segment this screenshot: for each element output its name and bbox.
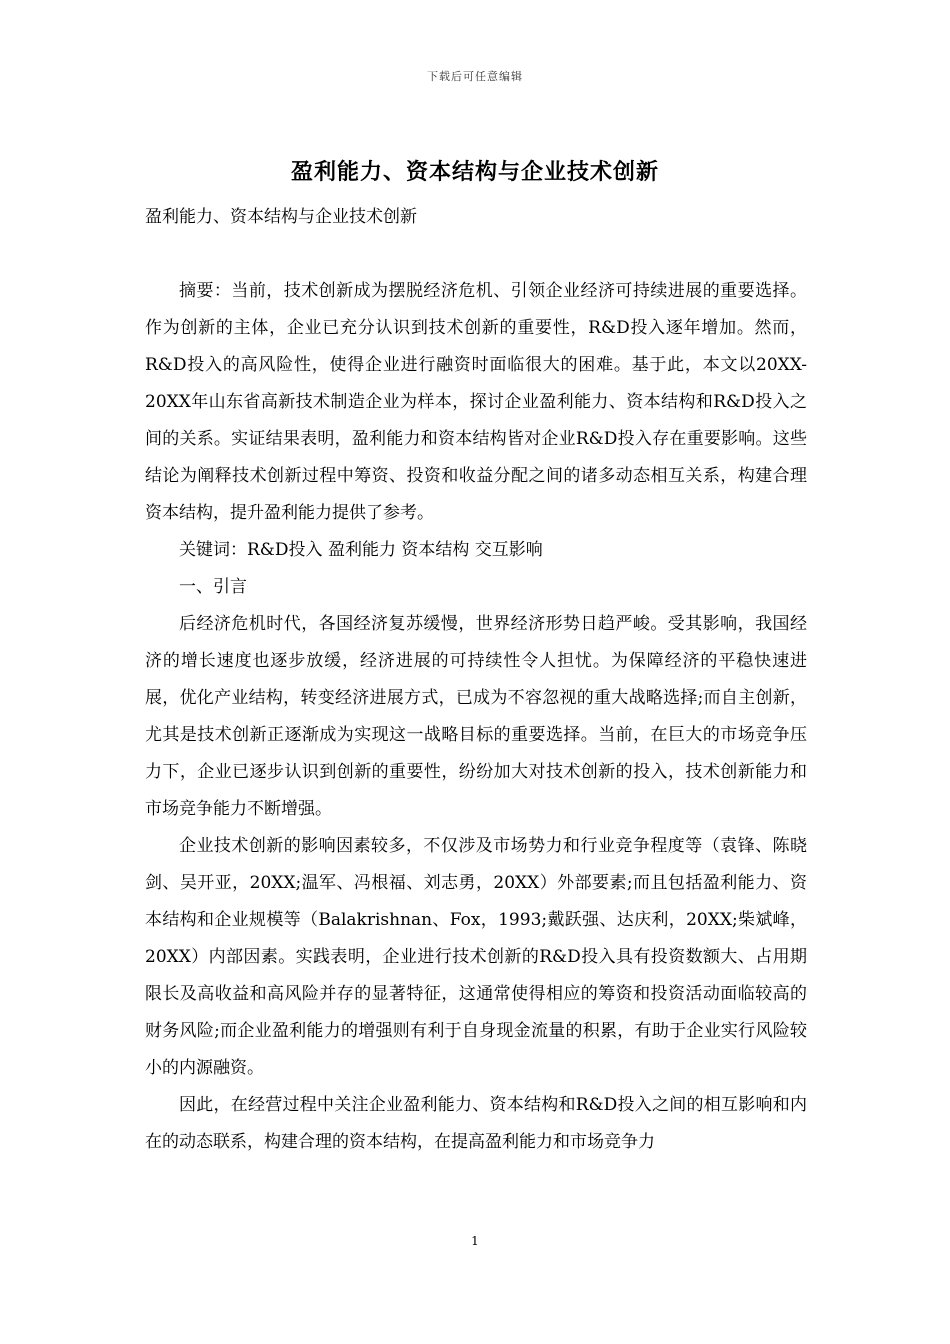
page-number: 1	[471, 1234, 479, 1248]
document-body	[145, 273, 807, 1161]
body-paragraph: 因此，在经营过程中关注企业盈利能力、资本结构和R&D投入之间的相互影响和内在的动态联系，构建合理的资本结构，在提高盈利能力和市场竞争力	[145, 1095, 807, 1152]
abstract-paragraph: 摘要：当前，技术创新成为摆脱经济危机、引领企业经济可持续进展的重要选择。作为创新的主体，企业已充分认识到技术创新的重要性，R&D投入逐年增加。然而，R&D投入的高风险性，使得企业进行融资时面临很大的困难。基于此，本文以20XX-20XX年山东省高新技术制造企业为样本，探讨企业盈利能力、资本结构和R&D投入之间的关系。实证结果表明，盈利能力和资本结构皆对企业R&D投入存在重要影响。这些结论为阐释技术创新过程中筹资、投资和收益分配之间的诸多动态相互关系，构建合理资本结构，提升盈利能力提供了参考。	[145, 281, 807, 523]
body-paragraph: 企业技术创新的影响因素较多，不仅涉及市场势力和行业竞争程度等（袁锋、陈晓剑、吴开亚，20XX;温军、冯根福、刘志勇，20XX）外部要素;而且包括盈利能力、资本结构和企业规模等（Balakrishnan、Fox，1993;戴跃强、达庆利，20XX;柴斌峰，20XX）内部因素。实践表明，企业进行技术创新的R&D投入具有投资数额大、占用期限长及高收益和高风险并存的显著特征，这通常使得相应的筹资和投资活动面临较高的财务风险;而企业盈利能力的增强则有利于自身现金流量的积累，有助于企业实行风险较小的内源融资。	[145, 836, 807, 1078]
document-title: 盈利能力、资本结构与企业技术创新	[290, 159, 659, 185]
keywords-paragraph: 关键词：R&D投入 盈利能力 资本结构 交互影响	[179, 540, 543, 560]
section-heading-introduction: 一、引言	[179, 577, 247, 597]
body-paragraph: 后经济危机时代，各国经济复苏缓慢，世界经济形势日趋严峻。受其影响，我国经济的增长速度也逐步放缓，经济进展的可持续性令人担忧。为保障经济的平稳快速进展，优化产业结构，转变经济进展方式，已成为不容忽视的重大战略选择;而自主创新，尤其是技术创新正逐渐成为实现这一战略目标的重要选择。当前，在巨大的市场竞争压力下，企业已逐步认识到创新的重要性，纷纷加大对技术创新的投入，技术创新能力和市场竞争能力不断增强。	[145, 614, 807, 819]
document-subtitle: 盈利能力、资本结构与企业技术创新	[145, 207, 417, 227]
page-header-note: 下载后可任意编辑	[427, 70, 523, 83]
